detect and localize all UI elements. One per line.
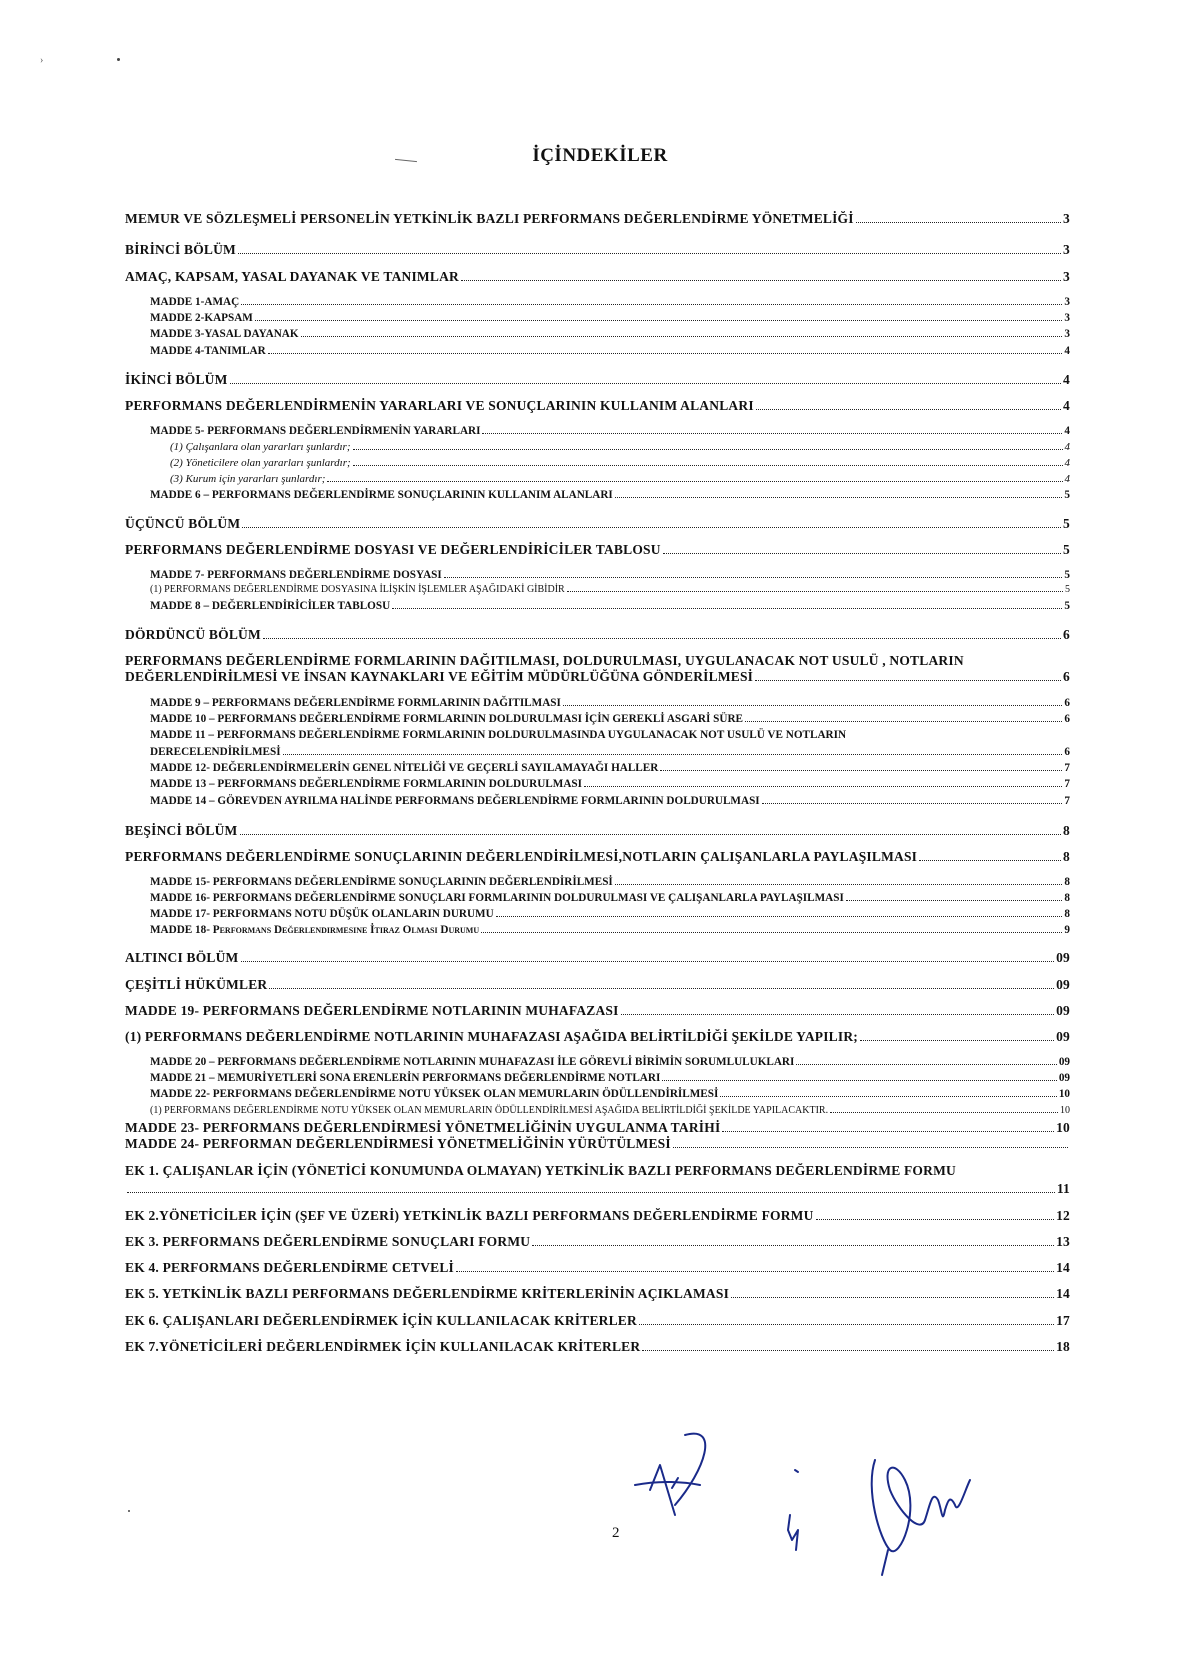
toc-entry-label: ÜÇÜNCÜ BÖLÜM — [125, 516, 241, 531]
toc-entry-label: ALTINCI BÖLÜM — [125, 950, 239, 965]
toc-entry-label: DEĞERLENDİRİLMESİ VE İNSAN KAYNAKLARI VE EĞİTİM MÜDÜRLÜĞÜNA GÖNDERİLMESİ — [125, 669, 754, 684]
toc-entry-page: 3 — [1063, 269, 1070, 284]
toc-entry[interactable] — [150, 925, 1070, 936]
toc-entry-page: 5 — [1063, 542, 1070, 557]
toc-entry-page: 09 — [1056, 1003, 1070, 1018]
toc-entry[interactable] — [125, 654, 1070, 668]
toc-entry-label: BİRİNCİ BÖLÜM — [125, 242, 236, 257]
toc-entry-page: 4 — [1063, 398, 1070, 413]
dot-leader — [762, 803, 1063, 804]
toc-entry-label: MADDE 20 – PERFORMANS DEĞERLENDİRME NOTLARININ MUHAFAZASI İLE GÖREVLİ BİRİMİN SORUMLULUKLARI — [150, 1056, 795, 1068]
toc-entry-label: MADDE 18- Performans Değerlendirmesine İtiraz Olması Durumu — [150, 924, 480, 936]
dot-leader — [621, 1014, 1055, 1015]
dot-leader — [127, 1192, 1055, 1193]
toc-entry-label: (1) PERFORMANS DEĞERLENDİRME NOTU YÜKSEK OLAN MEMURLARIN ÖDÜLLENDİRİLMESİ AŞAĞIDA BELİRTİLDİĞİ ŞEKİLDE YAPILACAKTIR. — [150, 1105, 829, 1116]
dot-leader — [444, 577, 1063, 578]
dot-leader — [673, 1147, 1068, 1148]
toc-entry-page: 3 — [1063, 242, 1070, 257]
toc-entry-label: MADDE 13 – PERFORMANS DEĞERLENDİRME FORMLARININ DOLDURULMASI — [150, 778, 582, 790]
toc-entry-page: 8 — [1063, 849, 1070, 864]
toc-entry-page: 9 — [1064, 924, 1070, 936]
toc-entry[interactable] — [125, 373, 1070, 387]
toc-entry-label: (1) Çalışanlara olan yararları şunlardır; — [170, 441, 351, 453]
toc-entry[interactable] — [150, 747, 1070, 758]
dot-leader — [353, 449, 1063, 450]
toc-entry[interactable] — [150, 570, 1070, 581]
toc-entry-label: (2) Yöneticilere olan yararları şunlardır; — [170, 457, 351, 469]
toc-entry[interactable] — [150, 585, 1070, 595]
toc-entry[interactable] — [125, 399, 1070, 413]
toc-entry-label: DERECELENDİRİLMESİ — [150, 746, 281, 758]
toc-entry[interactable] — [125, 978, 1070, 992]
toc-entry[interactable] — [150, 1106, 1070, 1116]
dot-leader — [481, 932, 1062, 933]
toc-entry-label: MADDE 12- DEĞERLENDİRMELERİN GENEL NİTELİĞİ VE GEÇERLİ SAYILAMAYAĞI HALLER — [150, 762, 659, 774]
toc-entry[interactable] — [125, 850, 1070, 864]
toc-entry-label: (3) Kurum için yararları şunlardır; — [170, 473, 326, 485]
dot-leader — [856, 222, 1061, 223]
toc-entry-label: EK 3. PERFORMANS DEĞERLENDİRME SONUÇLARI FORMU — [125, 1234, 531, 1249]
dot-leader — [461, 280, 1061, 281]
dot-leader — [240, 834, 1062, 835]
toc-entry[interactable] — [125, 628, 1070, 642]
page-number: 2 — [612, 1525, 620, 1541]
toc-entry[interactable] — [150, 796, 1070, 807]
dot-leader — [496, 916, 1063, 917]
dot-leader — [615, 884, 1063, 885]
toc-entry[interactable] — [125, 1004, 1070, 1018]
toc-entry-label: MADDE 8 – DEĞERLENDİRİCİLER TABLOSU — [150, 600, 391, 612]
toc-entry[interactable] — [150, 346, 1070, 357]
toc-entry-page: 4 — [1064, 441, 1070, 453]
toc-entry[interactable] — [125, 1314, 1070, 1328]
toc-entry-page: 4 — [1063, 372, 1070, 387]
dot-leader — [642, 1350, 1054, 1351]
toc-entry-page: 5 — [1065, 584, 1070, 595]
dot-leader — [755, 680, 1061, 681]
toc-entry[interactable] — [125, 1235, 1070, 1249]
toc-entry-label: ÇEŞİTLİ HÜKÜMLER — [125, 977, 268, 992]
toc-entry-page: 8 — [1064, 892, 1070, 904]
toc-entry-label: EK 2.YÖNETİCİLER İÇİN (ŞEF VE ÜZERİ) YETKİNLİK BAZLI PERFORMANS DEĞERLENDİRME FORMU — [125, 1208, 814, 1223]
toc-entry-label: EK 4. PERFORMANS DEĞERLENDİRME CETVELİ — [125, 1260, 455, 1275]
toc-entry-page: 6 — [1063, 669, 1070, 684]
toc-entry[interactable] — [125, 270, 1070, 284]
toc-entry[interactable] — [125, 1261, 1070, 1275]
toc-entry[interactable] — [125, 951, 1070, 965]
toc-entry-page: 14 — [1056, 1260, 1070, 1275]
toc-entry[interactable] — [150, 893, 1070, 904]
toc-entry-page: 5 — [1063, 516, 1070, 531]
toc-entry-label: BEŞİNCİ BÖLÜM — [125, 823, 238, 838]
toc-entry-page: 10 — [1060, 1105, 1070, 1116]
toc-entry-label: EK 7.YÖNETİCİLERİ DEĞERLENDİRMEK İÇİN KULLANILACAK KRİTERLER — [125, 1339, 641, 1354]
toc-entry-label: EK 1. ÇALIŞANLAR İÇİN (YÖNETİCİ KONUMUNDA OLMAYAN) YETKİNLİK BAZLI PERFORMANS DEĞERLENDİRME FORMU — [125, 1163, 956, 1178]
toc-entry-label: MADDE 24- PERFORMAN DEĞERLENDİRMESİ YÖNETMELİĞİNİN YÜRÜTÜLMESİ — [125, 1136, 671, 1151]
toc-entry-label: PERFORMANS DEĞERLENDİRME DOSYASI VE DEĞERLENDİRİCİLER TABLOSU — [125, 542, 661, 557]
toc-entry-page: 09 — [1056, 950, 1070, 965]
dot-leader — [816, 1219, 1055, 1220]
toc-entry-label: MADDE 6 – PERFORMANS DEĞERLENDİRME SONUÇLARININ KULLANIM ALANLARI — [150, 489, 613, 501]
toc-entry-label: MADDE 14 – GÖREVDEN AYRILMA HALİNDE PERFORMANS DEĞERLENDİRME FORMLARININ DOLDURULMASI — [150, 795, 760, 807]
toc-entry-label: MADDE 11 – PERFORMANS DEĞERLENDİRME FORMLARININ DOLDURULMASINDA UYGULANACAK NOT USULÜ VE NOTLARIN — [150, 729, 847, 741]
toc-entry[interactable] — [125, 1030, 1070, 1044]
dot-leader — [241, 304, 1062, 305]
scan-speck — [117, 58, 120, 61]
dot-leader — [353, 465, 1063, 466]
toc-entry-page: 17 — [1056, 1313, 1070, 1328]
toc-entry-page: 6 — [1064, 746, 1070, 758]
toc-entry-page: 6 — [1064, 697, 1070, 709]
dot-leader — [268, 353, 1063, 354]
toc-entry[interactable] — [170, 458, 1070, 469]
toc-entry-label: AMAÇ, KAPSAM, YASAL DAYANAK VE TANIMLAR — [125, 269, 459, 284]
toc-entry-page: 8 — [1064, 876, 1070, 888]
toc-entry-label: EK 5. YETKİNLİK BAZLI PERFORMANS DEĞERLENDİRME KRİTERLERİNİN AÇIKLAMASI — [125, 1286, 730, 1301]
toc-entry[interactable] — [170, 474, 1070, 485]
dot-leader — [567, 591, 1063, 592]
toc-entry[interactable] — [125, 1340, 1070, 1354]
toc-entry[interactable] — [150, 601, 1070, 612]
handwritten-signatures — [620, 1430, 1000, 1580]
toc-entry-label: EK 6. ÇALIŞANLARI DEĞERLENDİRMEK İÇİN KULLANILACAK KRİTERLER — [125, 1313, 637, 1328]
dot-leader — [639, 1324, 1054, 1325]
toc-entry-page: 11 — [1056, 1181, 1070, 1196]
toc-entry-page: 8 — [1063, 823, 1070, 838]
dot-leader — [482, 433, 1062, 434]
toc-entry[interactable] — [150, 698, 1070, 709]
dot-leader — [241, 961, 1055, 962]
dot-leader — [563, 705, 1063, 706]
toc-entry-label: PERFORMANS DEĞERLENDİRMENİN YARARLARI VE SONUÇLARININ KULLANIM ALANLARI — [125, 398, 754, 413]
dot-leader — [269, 988, 1054, 989]
dot-leader — [919, 860, 1061, 861]
toc-entry-label: MEMUR VE SÖZLEŞMELİ PERSONELİN YETKİNLİK BAZLI PERFORMANS DEĞERLENDİRME YÖNETMELİĞİ — [125, 211, 854, 226]
dot-leader — [662, 1080, 1056, 1081]
toc-entry-page: 5 — [1064, 569, 1070, 581]
toc-entry[interactable] — [150, 1057, 1070, 1068]
toc-entry-page: 3 — [1063, 211, 1070, 226]
toc-entry[interactable] — [125, 1164, 1070, 1178]
toc-entry-page: 10 — [1058, 1088, 1070, 1100]
toc-entry[interactable] — [150, 763, 1070, 774]
toc-entry[interactable] — [125, 1209, 1070, 1223]
toc-entry[interactable] — [150, 490, 1070, 501]
toc-entry-label: MADDE 3-YASAL DAYANAK — [150, 328, 299, 340]
toc-entry-page: 18 — [1056, 1339, 1070, 1354]
toc-entry[interactable] — [150, 730, 1070, 741]
toc-entry-label: PERFORMANS DEĞERLENDİRME FORMLARININ DAĞITILMASI, DOLDURULMASI, UYGULANACAK NOT USULÜ , NOTLARIN — [125, 653, 964, 668]
toc-entry[interactable] — [150, 779, 1070, 790]
toc-entry-label: MADDE 22- PERFORMANS DEĞERLENDİRME NOTU YÜKSEK OLAN MEMURLARIN ÖDÜLLENDİRİLMESİ — [150, 1088, 719, 1100]
toc-entry[interactable] — [125, 1182, 1070, 1196]
toc-entry-page: 7 — [1064, 762, 1070, 774]
toc-entry[interactable] — [125, 543, 1070, 557]
dot-leader — [255, 320, 1063, 321]
dot-leader — [756, 409, 1061, 410]
toc-entry-page: 4 — [1064, 457, 1070, 469]
toc-entry[interactable] — [150, 297, 1070, 308]
toc-entry-label: DÖRDÜNCÜ BÖLÜM — [125, 627, 261, 642]
toc-entry-page: 4 — [1064, 473, 1070, 485]
dot-leader — [230, 383, 1062, 384]
toc-entry-label: (1) PERFORMANS DEĞERLENDİRME NOTLARININ MUHAFAZASI AŞAĞIDA BELİRTİLDİĞİ ŞEKİLDE YAPILIR; — [125, 1029, 858, 1044]
toc-entry-label: MADDE 2-KAPSAM — [150, 312, 253, 324]
dot-leader — [615, 497, 1063, 498]
dot-leader — [456, 1271, 1054, 1272]
toc-entry[interactable] — [150, 909, 1070, 920]
toc-entry[interactable] — [150, 426, 1070, 437]
toc-entry-label: MADDE 23- PERFORMANS DEĞERLENDİRMESİ YÖNETMELİĞİNİN UYGULANMA TARİHİ — [125, 1120, 721, 1135]
toc-entry-page: 6 — [1063, 627, 1070, 642]
dot-leader — [796, 1064, 1056, 1065]
toc-entry-page: 3 — [1064, 328, 1070, 340]
toc-entry-label: MADDE 21 – MEMURİYETLERİ SONA ERENLERİN PERFORMANS DEĞERLENDİRME NOTLARI — [150, 1072, 661, 1084]
toc-entry[interactable] — [150, 329, 1070, 340]
toc-entry-page: 3 — [1064, 312, 1070, 324]
toc-entry-page: 8 — [1064, 908, 1070, 920]
toc-entry-label: PERFORMANS DEĞERLENDİRME SONUÇLARININ DEĞERLENDİRİLMESİ,NOTLARIN ÇALIŞANLARLA PAYLAŞILMASI — [125, 849, 918, 864]
toc-entry-page: 10 — [1056, 1120, 1070, 1135]
toc-entry-page: 5 — [1064, 489, 1070, 501]
dot-leader — [830, 1112, 1058, 1113]
dot-leader — [720, 1096, 1056, 1097]
toc-entry-label: (1) PERFORMANS DEĞERLENDİRME DOSYASINA İLİŞKİN İŞLEMLER AŞAĞIDAKİ GİBİDİR — [150, 584, 565, 595]
toc-entry-page: 7 — [1064, 778, 1070, 790]
toc-entry-page: 3 — [1064, 296, 1070, 308]
toc-entry-label: MADDE 17- PERFORMANS NOTU DÜŞÜK OLANLARIN DURUMU — [150, 908, 494, 920]
dot-leader — [283, 754, 1063, 755]
dot-leader — [663, 553, 1061, 554]
toc-entry-page: 12 — [1056, 1208, 1070, 1223]
toc-entry-page: 4 — [1064, 345, 1070, 357]
dot-leader — [242, 527, 1061, 528]
toc-entry[interactable] — [150, 1089, 1070, 1100]
toc-entry-page: 14 — [1056, 1286, 1070, 1301]
toc-entry-page: 09 — [1056, 977, 1070, 992]
toc-entry[interactable] — [125, 1121, 1070, 1135]
toc-entry[interactable] — [150, 714, 1070, 725]
dot-leader — [392, 608, 1062, 609]
toc-entry[interactable] — [150, 313, 1070, 324]
toc-entry-page: 09 — [1058, 1072, 1070, 1084]
toc-entry-page: 5 — [1064, 600, 1070, 612]
toc-entry[interactable] — [125, 670, 1070, 684]
dot-leader — [532, 1245, 1054, 1246]
toc-entry[interactable] — [125, 243, 1070, 257]
toc-entry-label: MADDE 16- PERFORMANS DEĞERLENDİRME SONUÇLARI FORMLARININ DOLDURULMASI VE ÇALIŞANLARLA PAYLAŞILMASI — [150, 892, 844, 904]
dot-leader — [860, 1040, 1054, 1041]
dot-leader — [846, 900, 1063, 901]
toc-entry[interactable] — [150, 1073, 1070, 1084]
toc-entry[interactable] — [125, 1137, 1070, 1151]
toc-entry-label: MADDE 19- PERFORMANS DEĞERLENDİRME NOTLARININ MUHAFAZASI — [125, 1003, 619, 1018]
dot-leader — [660, 770, 1062, 771]
toc-entry-page: 6 — [1064, 713, 1070, 725]
toc-entry-label: MADDE 7- PERFORMANS DEĞERLENDİRME DOSYASI — [150, 569, 442, 581]
toc-entry-label: İKİNCİ BÖLÜM — [125, 372, 228, 387]
toc-entry-page: 4 — [1064, 425, 1070, 437]
dot-leader — [731, 1297, 1054, 1298]
toc-entry-label: MADDE 9 – PERFORMANS DEĞERLENDİRME FORMLARININ DAĞITILMASI — [150, 697, 561, 709]
toc-entry[interactable] — [125, 212, 1070, 226]
toc-entry[interactable] — [125, 517, 1070, 531]
scan-speck — [128, 1510, 130, 1512]
toc-entry-label: MADDE 1-AMAÇ — [150, 296, 240, 308]
dot-leader — [301, 336, 1063, 337]
dot-leader — [584, 786, 1062, 787]
dot-leader — [745, 721, 1062, 722]
toc-entry-label: MADDE 15- PERFORMANS DEĞERLENDİRME SONUÇLARININ DEĞERLENDİRİLMESİ — [150, 876, 613, 888]
toc-entry-page: 09 — [1058, 1056, 1070, 1068]
toc-entry-page: 09 — [1056, 1029, 1070, 1044]
dot-leader — [238, 253, 1061, 254]
dot-leader — [722, 1131, 1054, 1132]
toc-entry-label: MADDE 10 – PERFORMANS DEĞERLENDİRME FORMLARININ DOLDURULMASI İÇİN GEREKLİ ASGARİ SÜRE — [150, 713, 743, 725]
toc-entry-page: 7 — [1064, 795, 1070, 807]
toc-entry[interactable] — [150, 877, 1070, 888]
toc-entry[interactable] — [170, 442, 1070, 453]
dot-leader — [327, 481, 1062, 482]
toc-entry[interactable] — [125, 1287, 1070, 1301]
scan-speck: › — [40, 55, 44, 66]
toc-entry-page: 13 — [1056, 1234, 1070, 1249]
page-title: İÇİNDEKİLER — [532, 145, 668, 166]
toc-entry-label: MADDE 4-TANIMLAR — [150, 345, 266, 357]
toc-entry-label: MADDE 5- PERFORMANS DEĞERLENDİRMENİN YARARLARI — [150, 425, 481, 437]
dot-leader — [263, 638, 1061, 639]
toc-entry[interactable] — [125, 824, 1070, 838]
